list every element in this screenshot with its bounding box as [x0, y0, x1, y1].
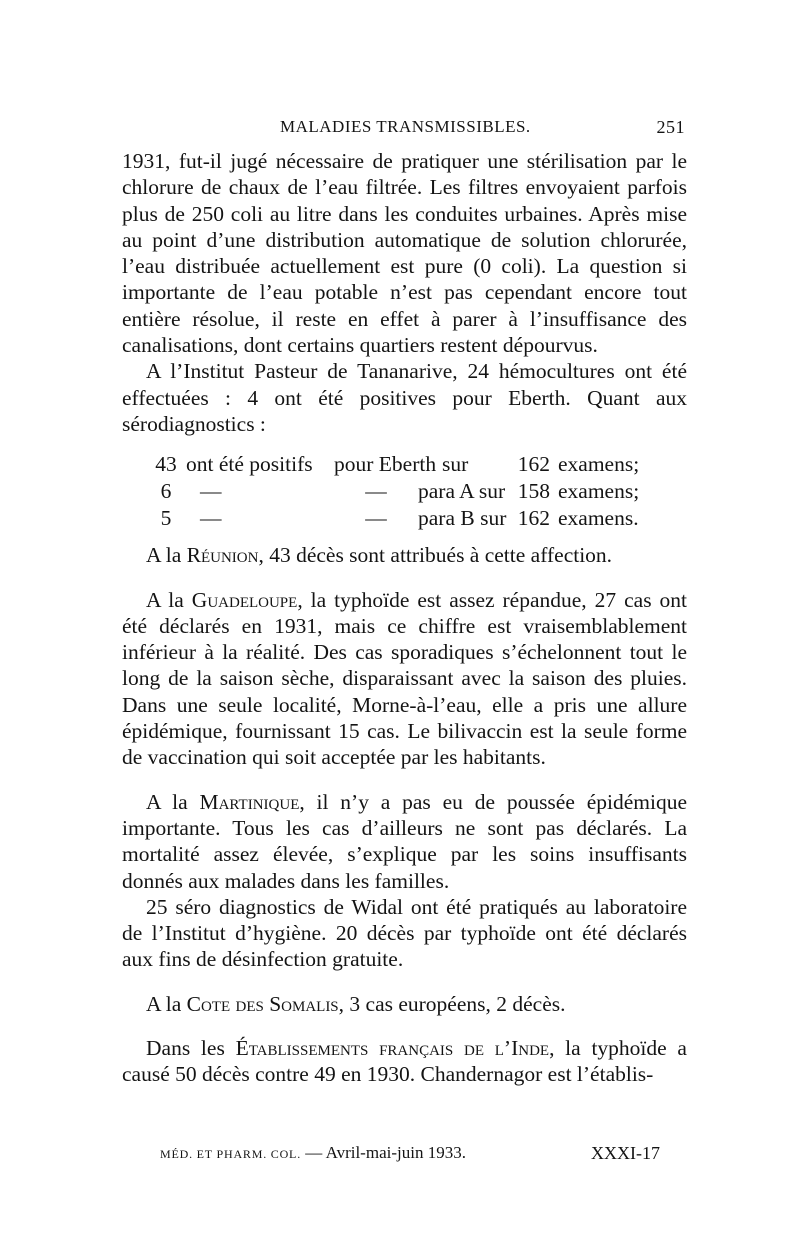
paragraph-inde: [122, 1035, 687, 1088]
page-footer: [160, 1143, 660, 1167]
text-prefix: Dans les: [146, 1036, 236, 1061]
stat-label: —: [200, 479, 222, 504]
text-body: , 43 décès sont attribués à cette affection.: [258, 543, 613, 568]
stat-target: —: [365, 479, 387, 504]
place-name: Établissements français de l’Inde: [235, 1036, 550, 1061]
stat-sur: para B sur: [418, 506, 507, 531]
place-name: Cote des Somalis: [186, 991, 339, 1016]
paragraph-martinique: [122, 789, 687, 894]
stat-sur: para A sur: [418, 479, 506, 504]
text-prefix: A la: [146, 543, 187, 568]
text-body: , la typhoïde a causé 50 décès contre 49 en 1930. Chandernagor est l’établis-: [122, 1036, 687, 1087]
place-name: Martinique: [199, 789, 300, 814]
header-title: MALADIES TRANSMISSIBLES.: [280, 117, 531, 136]
table-row: [146, 478, 687, 505]
stat-target: —: [365, 506, 387, 531]
stat-label: —: [200, 506, 222, 531]
text-body: , il n’y a pas eu de poussée épidémique importante. Tous les cas d’ailleurs ne sont pas déclarés. La mortalité assez élevée, s’explique par les soins insuffisants donnés aux malades dans les familles.: [122, 789, 687, 893]
place-name: Guadeloupe: [191, 587, 298, 612]
stat-unit: examens;: [558, 452, 640, 477]
signature-mark: XXXI-17: [591, 1143, 660, 1163]
paragraph-widal: 25 séro diagnostics de Widal ont été pratiqués au laboratoire de l’Institut d’hygiène. 20 décès par typhoïde ont été déclarés aux fins de désinfection gratuite.: [122, 894, 687, 972]
stat-count: 43: [155, 452, 177, 477]
text-body: , 3 cas européens, 2 décès.: [338, 991, 566, 1016]
paragraph-reunion: [122, 542, 687, 568]
paragraph-water-sterilization: 1931, fut-il jugé nécessaire de pratiquer une stérilisation par le chlorure de chaux de l’eau filtrée. Les filtres envoyaient parfois plus de 250 coli au litre dans les conduites urbaines. Après mise au point d’une distribution automatique de solution chlorurée, l’eau distribuée actuellement est pure (0 coli). La question si importante de l’eau potable n’est pas cependant encore tout entière résolue, il reste en effet à parer à l’insuffisance des canalisations, dont certains quartiers restent dépourvus.: [122, 149, 687, 358]
stat-unit: examens;: [558, 479, 640, 504]
stat-sur: sur: [442, 452, 469, 477]
text-prefix: A la: [146, 991, 187, 1016]
footer-dash: —: [301, 1143, 326, 1162]
text-prefix: A la: [146, 587, 192, 612]
stat-total: 158: [517, 479, 550, 504]
footer-journal: [160, 1143, 466, 1163]
page-number: 251: [656, 117, 685, 137]
stat-total: 162: [517, 506, 550, 531]
text-body: , la typhoïde est assez répandue, 27 cas ont été déclarés en 1931, mais ce chiffre est vraisemblablement inférieur à la réalité. Des cas sporadiques s’échelonnent tout le long de la saison sèche, disparaissant avec la saison des pluies. Dans une seule localité, Morne-à-l’eau, elle a pris une allure épidémique, fournissant 15 cas. Le bilivaccin est la seule forme de vaccination qui soit acceptée par les habitants.: [122, 587, 688, 770]
stat-total: 162: [517, 452, 550, 477]
stat-label: ont été positifs: [186, 452, 313, 477]
stat-unit: examens.: [558, 506, 639, 531]
running-header: [130, 117, 685, 141]
stat-target: pour Eberth: [334, 452, 437, 477]
stat-count: 6: [160, 479, 172, 504]
paragraph-institut-pasteur: A l’Institut Pasteur de Tananarive, 24 hémocultures ont été effectuées : 4 ont été positives pour Eberth. Quant aux sérodiagnostics :: [122, 359, 687, 436]
body-text: [122, 148, 687, 1088]
paragraph-guadeloupe: [122, 587, 687, 771]
journal-name: MÉD. ET PHARM. COL.: [160, 1147, 301, 1161]
place-name: Réunion: [186, 543, 259, 568]
text-prefix: A la: [146, 789, 200, 814]
serodiagnostic-table: [146, 451, 687, 532]
table-row: [146, 451, 687, 478]
stat-count: 5: [160, 506, 172, 531]
paragraph-somalis: [122, 991, 687, 1017]
table-row: [146, 505, 687, 532]
issue-date: Avril-mai-juin 1933.: [325, 1143, 466, 1162]
